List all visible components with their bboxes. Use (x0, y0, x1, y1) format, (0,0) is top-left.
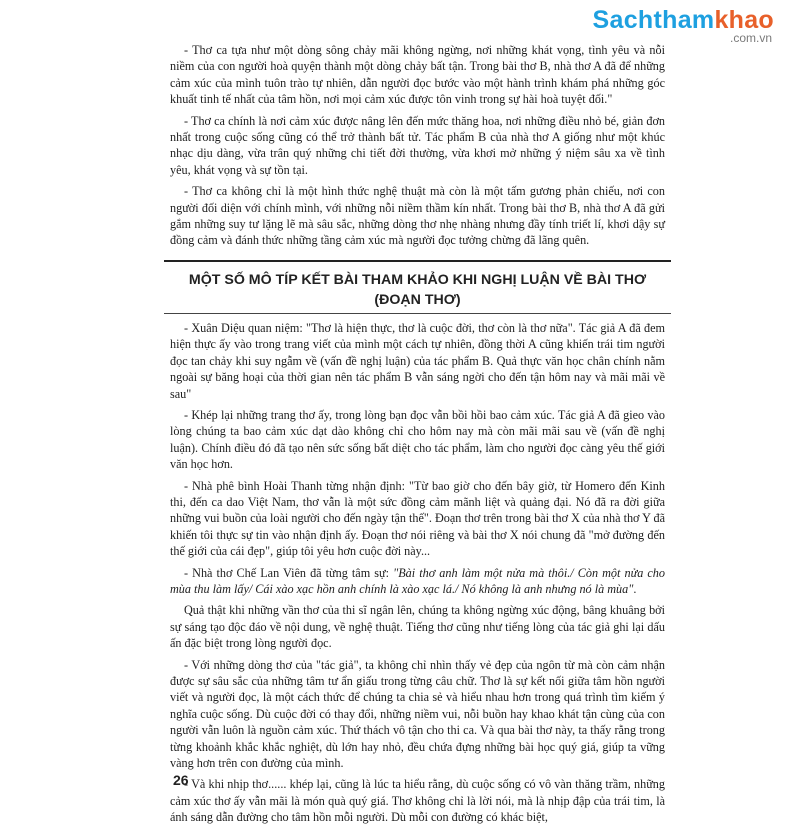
section-heading (164, 260, 671, 314)
section-heading-line2: (ĐOẠN THƠ) (374, 291, 461, 308)
paragraph: - Khép lại những trang thơ ấy, trong lòng bạn đọc vẫn bồi hồi bao cảm xúc. Tác giả A đã gieo vào lòng chúng ta bao cảm xúc dạt dào không chỉ cho hôm nay mà còn mãi mãi sau về (vấn đề nghị luận). Chính điều đó đã tạo nên sức sống bất diệt cho tác phẩm, làm cho người đọc càng yêu thế giới văn học hơn. (170, 407, 665, 472)
paragraph: - Thơ ca tựa như một dòng sông chảy mãi không ngừng, nơi những khát vọng, tình yêu và nỗi niềm của con người hoà quyện thành một dòng chảy bất tận. Trong bài thơ B, nhà thơ A đã để những cảm xúc của mình tuôn trào tự nhiên, dẫn người đọc bước vào một hành trình khám phá những góc khuất tinh tế nhất của tâm hồn, nơi mọi cảm xúc được tôn vinh trong sự hài hoà tuyệt đối." (170, 43, 665, 107)
watermark-domain: .com.vn (729, 31, 772, 45)
quote-tail: . (633, 581, 637, 596)
watermark-brand-part1: Sachtham (592, 6, 715, 34)
paragraph: - Thơ ca chính là nơi cảm xúc được nâng lên đến mức thăng hoa, nơi những điều nhỏ bé, giản đơn nhất trong cuộc sống cũng có thể trở thành bất tử. Tác phẩm B của nhà thơ A giống như một khúc nhạc dịu dàng, vừa trân quý những chi tiết đời thường, vừa khơi mở những ý niệm sâu xa về tình yêu, khát vọng và sự tồn tại. (170, 113, 665, 177)
paragraph: - Xuân Diệu quan niệm: "Thơ là hiện thực, thơ là cuộc đời, thơ còn là thơ nữa". Tác giả A đã đem hiện thực ấy vào trong trang viết của mình một cách tự nhiên, đồng thời A cũng khiến trái tim người đọc tan chảy khi suy ngẫm về (vấn đề nghị luận) của tác phẩm B. Quả thực văn học chân chính nằm ngoài sự băng hoại của thời gian nên tác phẩm B vẫn sáng ngời cho đến tận hôm nay và mãi mãi về sau" (170, 320, 665, 401)
paragraph: - Nhà phê bình Hoài Thanh từng nhận định: "Từ bao giờ cho đến bây giờ, từ Homero đến Kinh thi, đến ca dao Việt Nam, thơ vẫn là một sức đồng cảm mãnh liệt và quảng đại. Nó đã ra đời giữa những vui buồn của loài người cho đến ngày tận thế". Đoạn thơ trên trong bài thơ X của nhà thơ Y đã khiến tôi thực sự tin vào nhận định ấy. Đoạn thơ nói riêng và bài thơ X nói chung đã "mở đường đến thế giới của cái đẹp", giúp tôi yêu hơn cuộc đời này... (170, 478, 665, 559)
paragraph: - Với những dòng thơ của "tác giả", ta không chỉ nhìn thấy vẻ đẹp của ngôn từ mà còn cảm nhận được sự sâu sắc của những tâm tư ẩn giấu trong từng câu chữ. Thơ là sự kết nối giữa tâm hồn người viết và người đọc, là một cách thức để chúng ta chia sẻ và hiểu nhau hơn trong quá trình tìm kiếm ý nghĩa cuộc sống. Dù cuộc đời có thay đổi, những niềm vui, nỗi buồn hay khao khát tận cùng của con người vẫn luôn là nguồn cảm xúc. Thứ thách vô tận cho thi ca. Và qua bài thơ này, ta thấy rằng trong từng khoảnh khắc khắc nghiệt, dù lớn hay nhỏ, đều chứa đựng những bài học quý giá, giúp ta vững vàng hơn trên con đường của mình. (170, 657, 665, 771)
paragraph: - Và khi nhịp thơ...... khép lại, cũng là lúc ta hiểu rằng, dù cuộc sống có vô vàn thăng trầm, những cảm xúc thơ ấy vẫn mãi là món quà quý giá. Thơ không chỉ là lời nói, mà là nhịp đập của trái tim, là ánh sáng dẫn đường cho tâm hồn mỗi người. Dù mỗi con đường có khác biệt, (170, 777, 665, 825)
quote-text: "Bài thơ anh làm một nửa mà thôi./ Còn một nửa cho mùa thu làm lấy/ Cái xào xạc hồn anh chính là xào xạc lá./ Nó không là anh nhưng nó là mùa" (170, 565, 665, 596)
watermark-brand-part2: khao (714, 6, 774, 34)
paragraph: Quả thật khi những vần thơ của thi sĩ ngân lên, chúng ta không ngừng xúc động, bâng khuâng bởi sự sáng tạo độc đáo về nội dung, về nghệ thuật. Tiếng thơ cũng như tiếng lòng của tác giả ghi lại dấu ấn đặc biệt trong lòng người đọc. (170, 603, 665, 651)
watermark-logo (593, 6, 774, 45)
paragraph: - Thơ ca không chỉ là một hình thức nghệ thuật mà còn là một tấm gương phản chiếu, nơi con người đối diện với chính mình, với những nỗi niềm thầm kín nhất. Trong bài thơ B, nhà thơ A đã gửi gắm những suy tư lặng lẽ mà sâu sắc, những dòng thơ nhẹ nhàng nhưng đầy tính triết lí, khơi dậy sự đồng cảm và đánh thức những tầng cảm xúc mà người đọc tưởng chừng đã lãng quên. (170, 184, 665, 248)
page-body (170, 42, 665, 828)
page-number: 26 (173, 772, 189, 788)
quote-paragraph (170, 565, 665, 598)
section-heading-line1: MỘT SỐ MÔ TÍP KẾT BÀI THAM KHẢO KHI NGHỊ LUẬN VỀ BÀI THƠ (188, 271, 647, 288)
quote-lead: - Nhà thơ Chế Lan Viên đã từng tâm sự: (184, 565, 394, 580)
